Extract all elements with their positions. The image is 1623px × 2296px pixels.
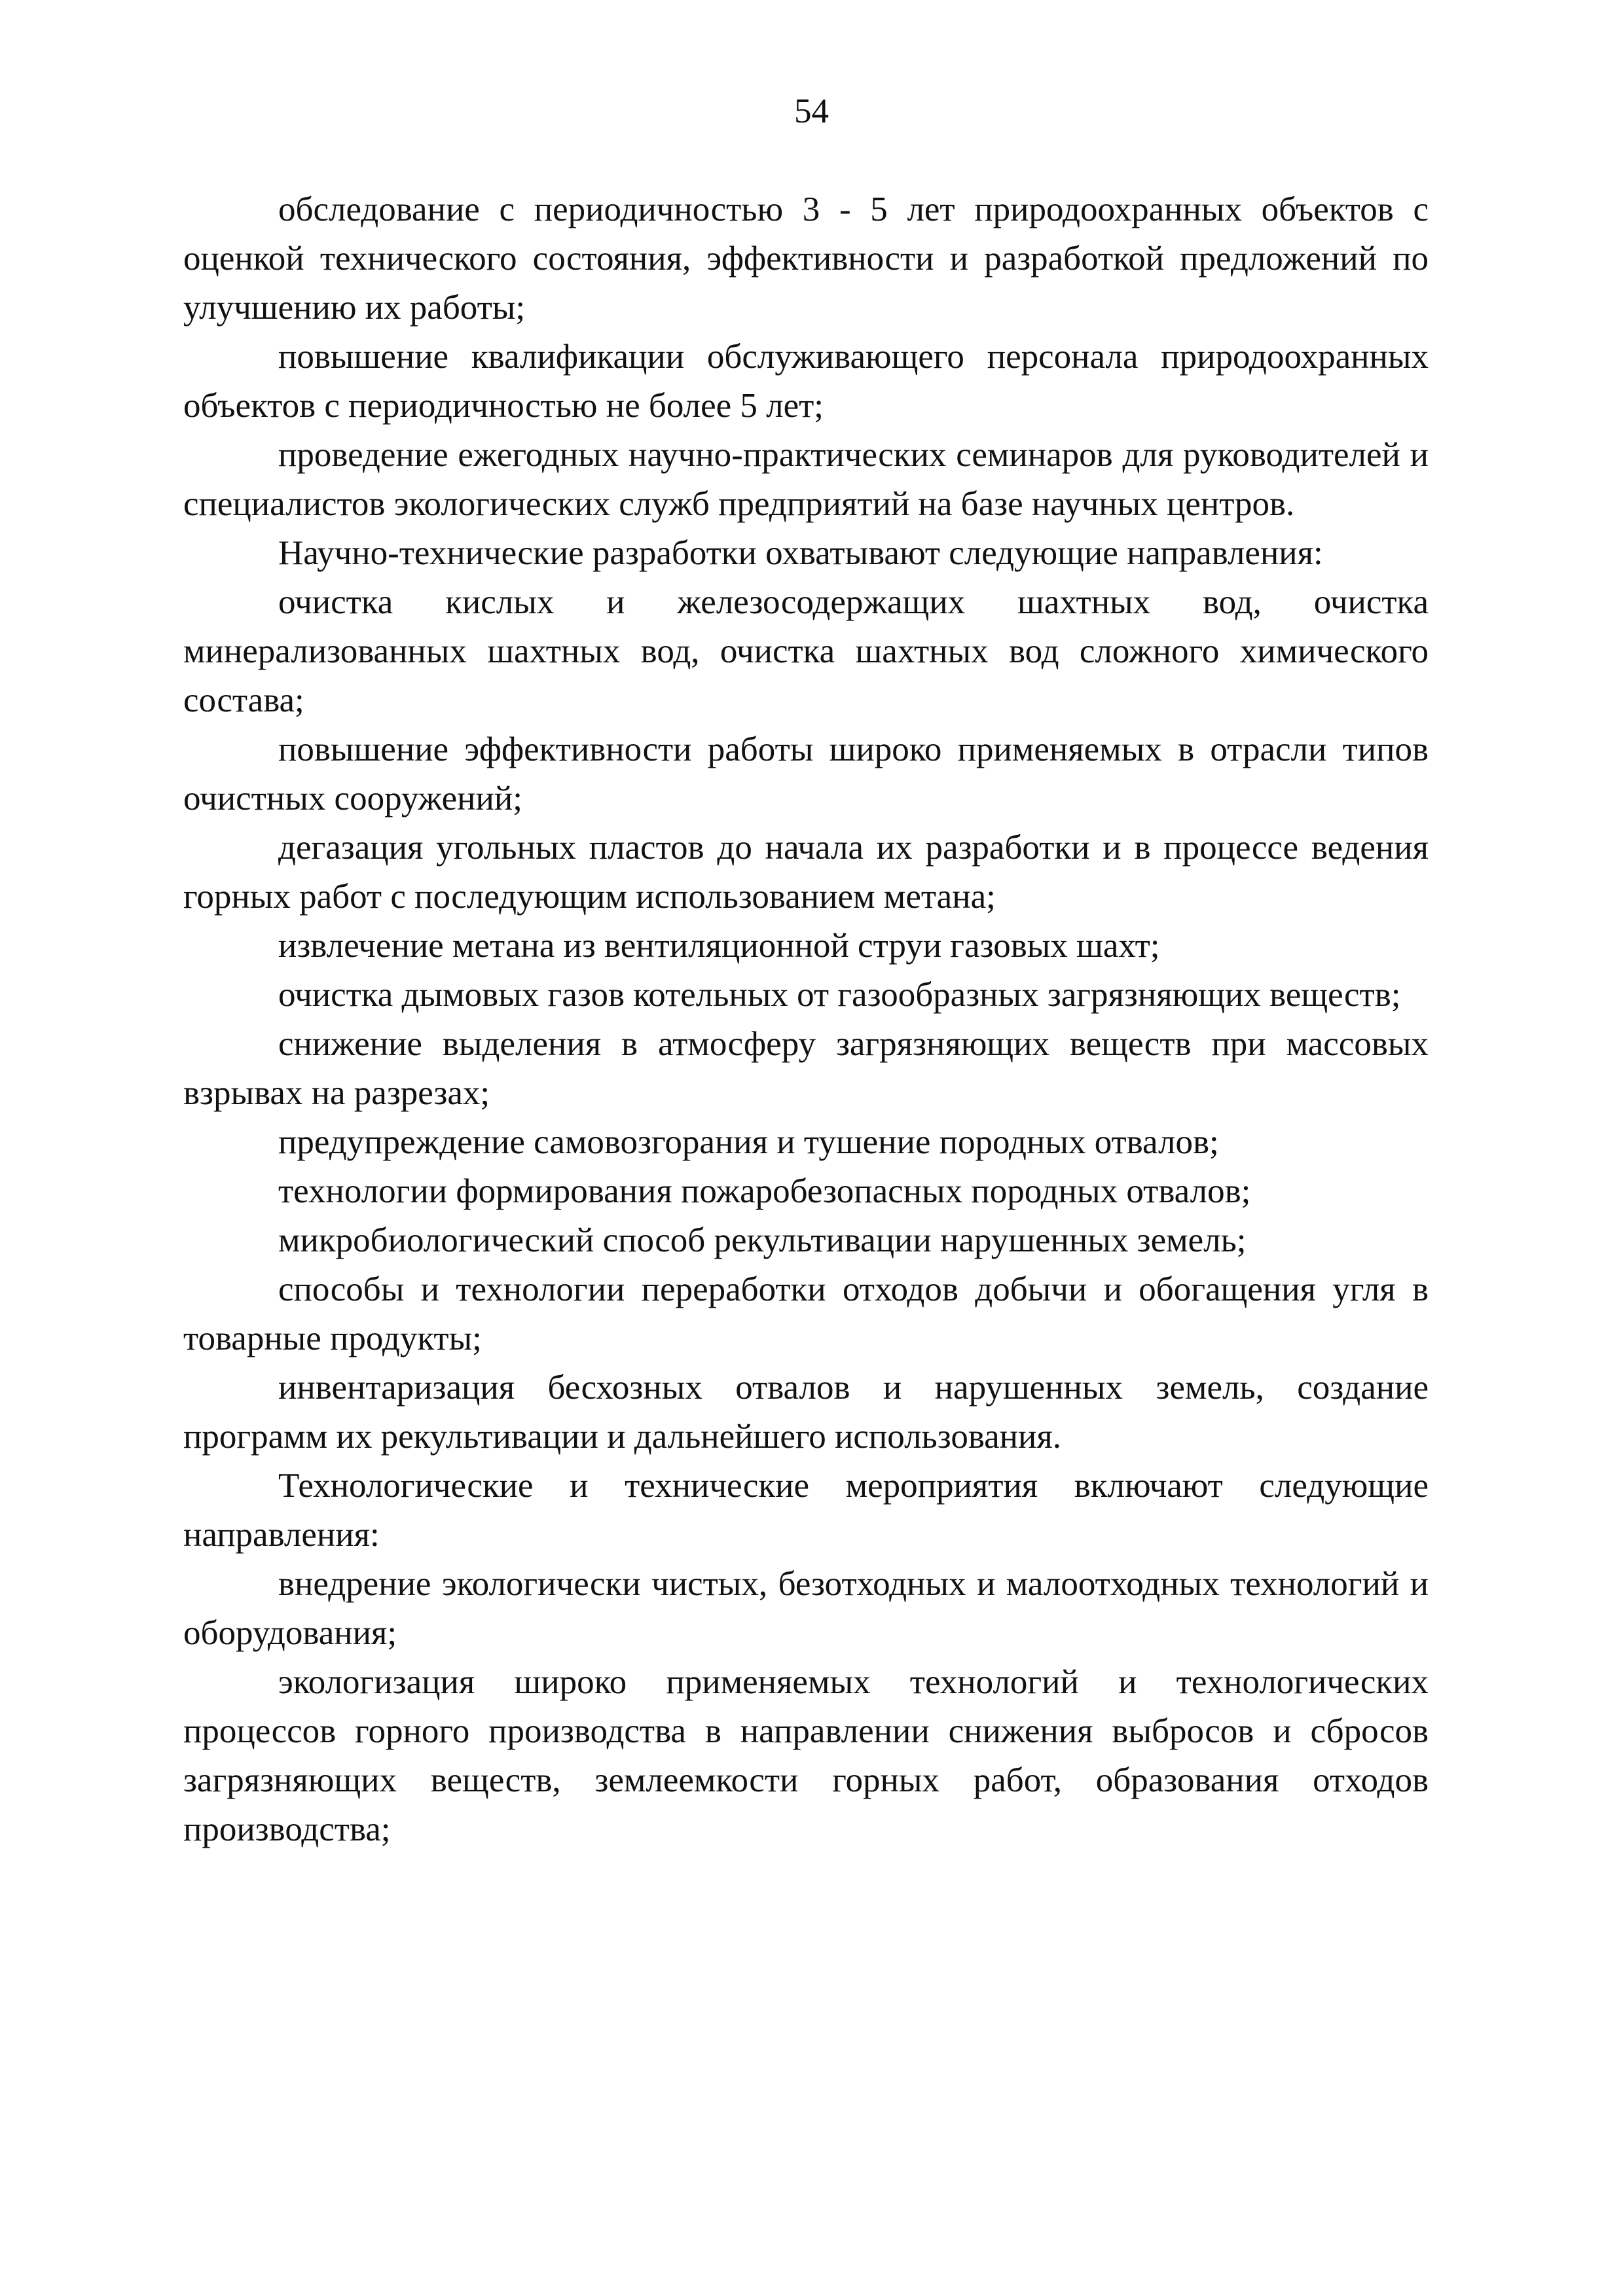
paragraph: технологии формирования пожаробезопасных породных отвалов; [278, 1172, 1251, 1210]
paragraph: извлечение метана из вентиляционной струи газовых шахт; [278, 927, 1160, 965]
paragraph: инвентаризация бесхозных отвалов и нарушенных земель, создание программ их рекультивации и дальнейшего использования. [183, 1369, 1429, 1456]
paragraph: способы и технологии переработки отходов добычи и обогащения угля в товарные продукты; [183, 1270, 1429, 1357]
paragraph: очистка дымовых газов котельных от газообразных загрязняющих веществ; [278, 976, 1401, 1014]
paragraph: обследование с периодичностью 3 - 5 лет природоохранных объектов с оценкой технического состояния, эффективности и разработкой предложений по улучшению их работы; [183, 190, 1429, 327]
paragraph: Технологические и технические мероприятия включают следующие направления: [183, 1467, 1429, 1554]
paragraph: снижение выделения в атмосферу загрязняющих веществ при массовых взрывах на разрезах; [183, 1025, 1429, 1112]
paragraph: экологизация широко применяемых технологий и технологических процессов горного производства в направлении снижения выбросов и сбросов загрязняющих веществ, землеемкости горных работ, образования отходов производства; [183, 1663, 1429, 1848]
paragraph: повышение квалификации обслуживающего персонала природоохранных объектов с периодичностью не более 5 лет; [183, 338, 1429, 425]
paragraph: предупреждение самовозгорания и тушение породных отвалов; [278, 1123, 1219, 1161]
paragraph: внедрение экологически чистых, безотходных и малоотходных технологий и оборудования; [183, 1565, 1429, 1652]
paragraph: повышение эффективности работы широко применяемых в отрасли типов очистных сооружений; [183, 730, 1429, 817]
page-body [183, 185, 1429, 1854]
page-number: 54 [794, 92, 829, 130]
paragraph: дегазация угольных пластов до начала их разработки и в процессе ведения горных работ с последующим использованием метана; [183, 829, 1429, 916]
paragraph: очистка кислых и железосодержащих шахтных вод, очистка минерализованных шахтных вод, очистка шахтных вод сложного химического состава; [183, 583, 1429, 719]
paragraph: Научно-технические разработки охватывают следующие направления: [278, 534, 1323, 572]
paragraph: проведение ежегодных научно-практических семинаров для руководителей и специалистов экологических служб предприятий на базе научных центров. [183, 436, 1429, 523]
paragraph: микробиологический способ рекультивации нарушенных земель; [278, 1221, 1247, 1259]
